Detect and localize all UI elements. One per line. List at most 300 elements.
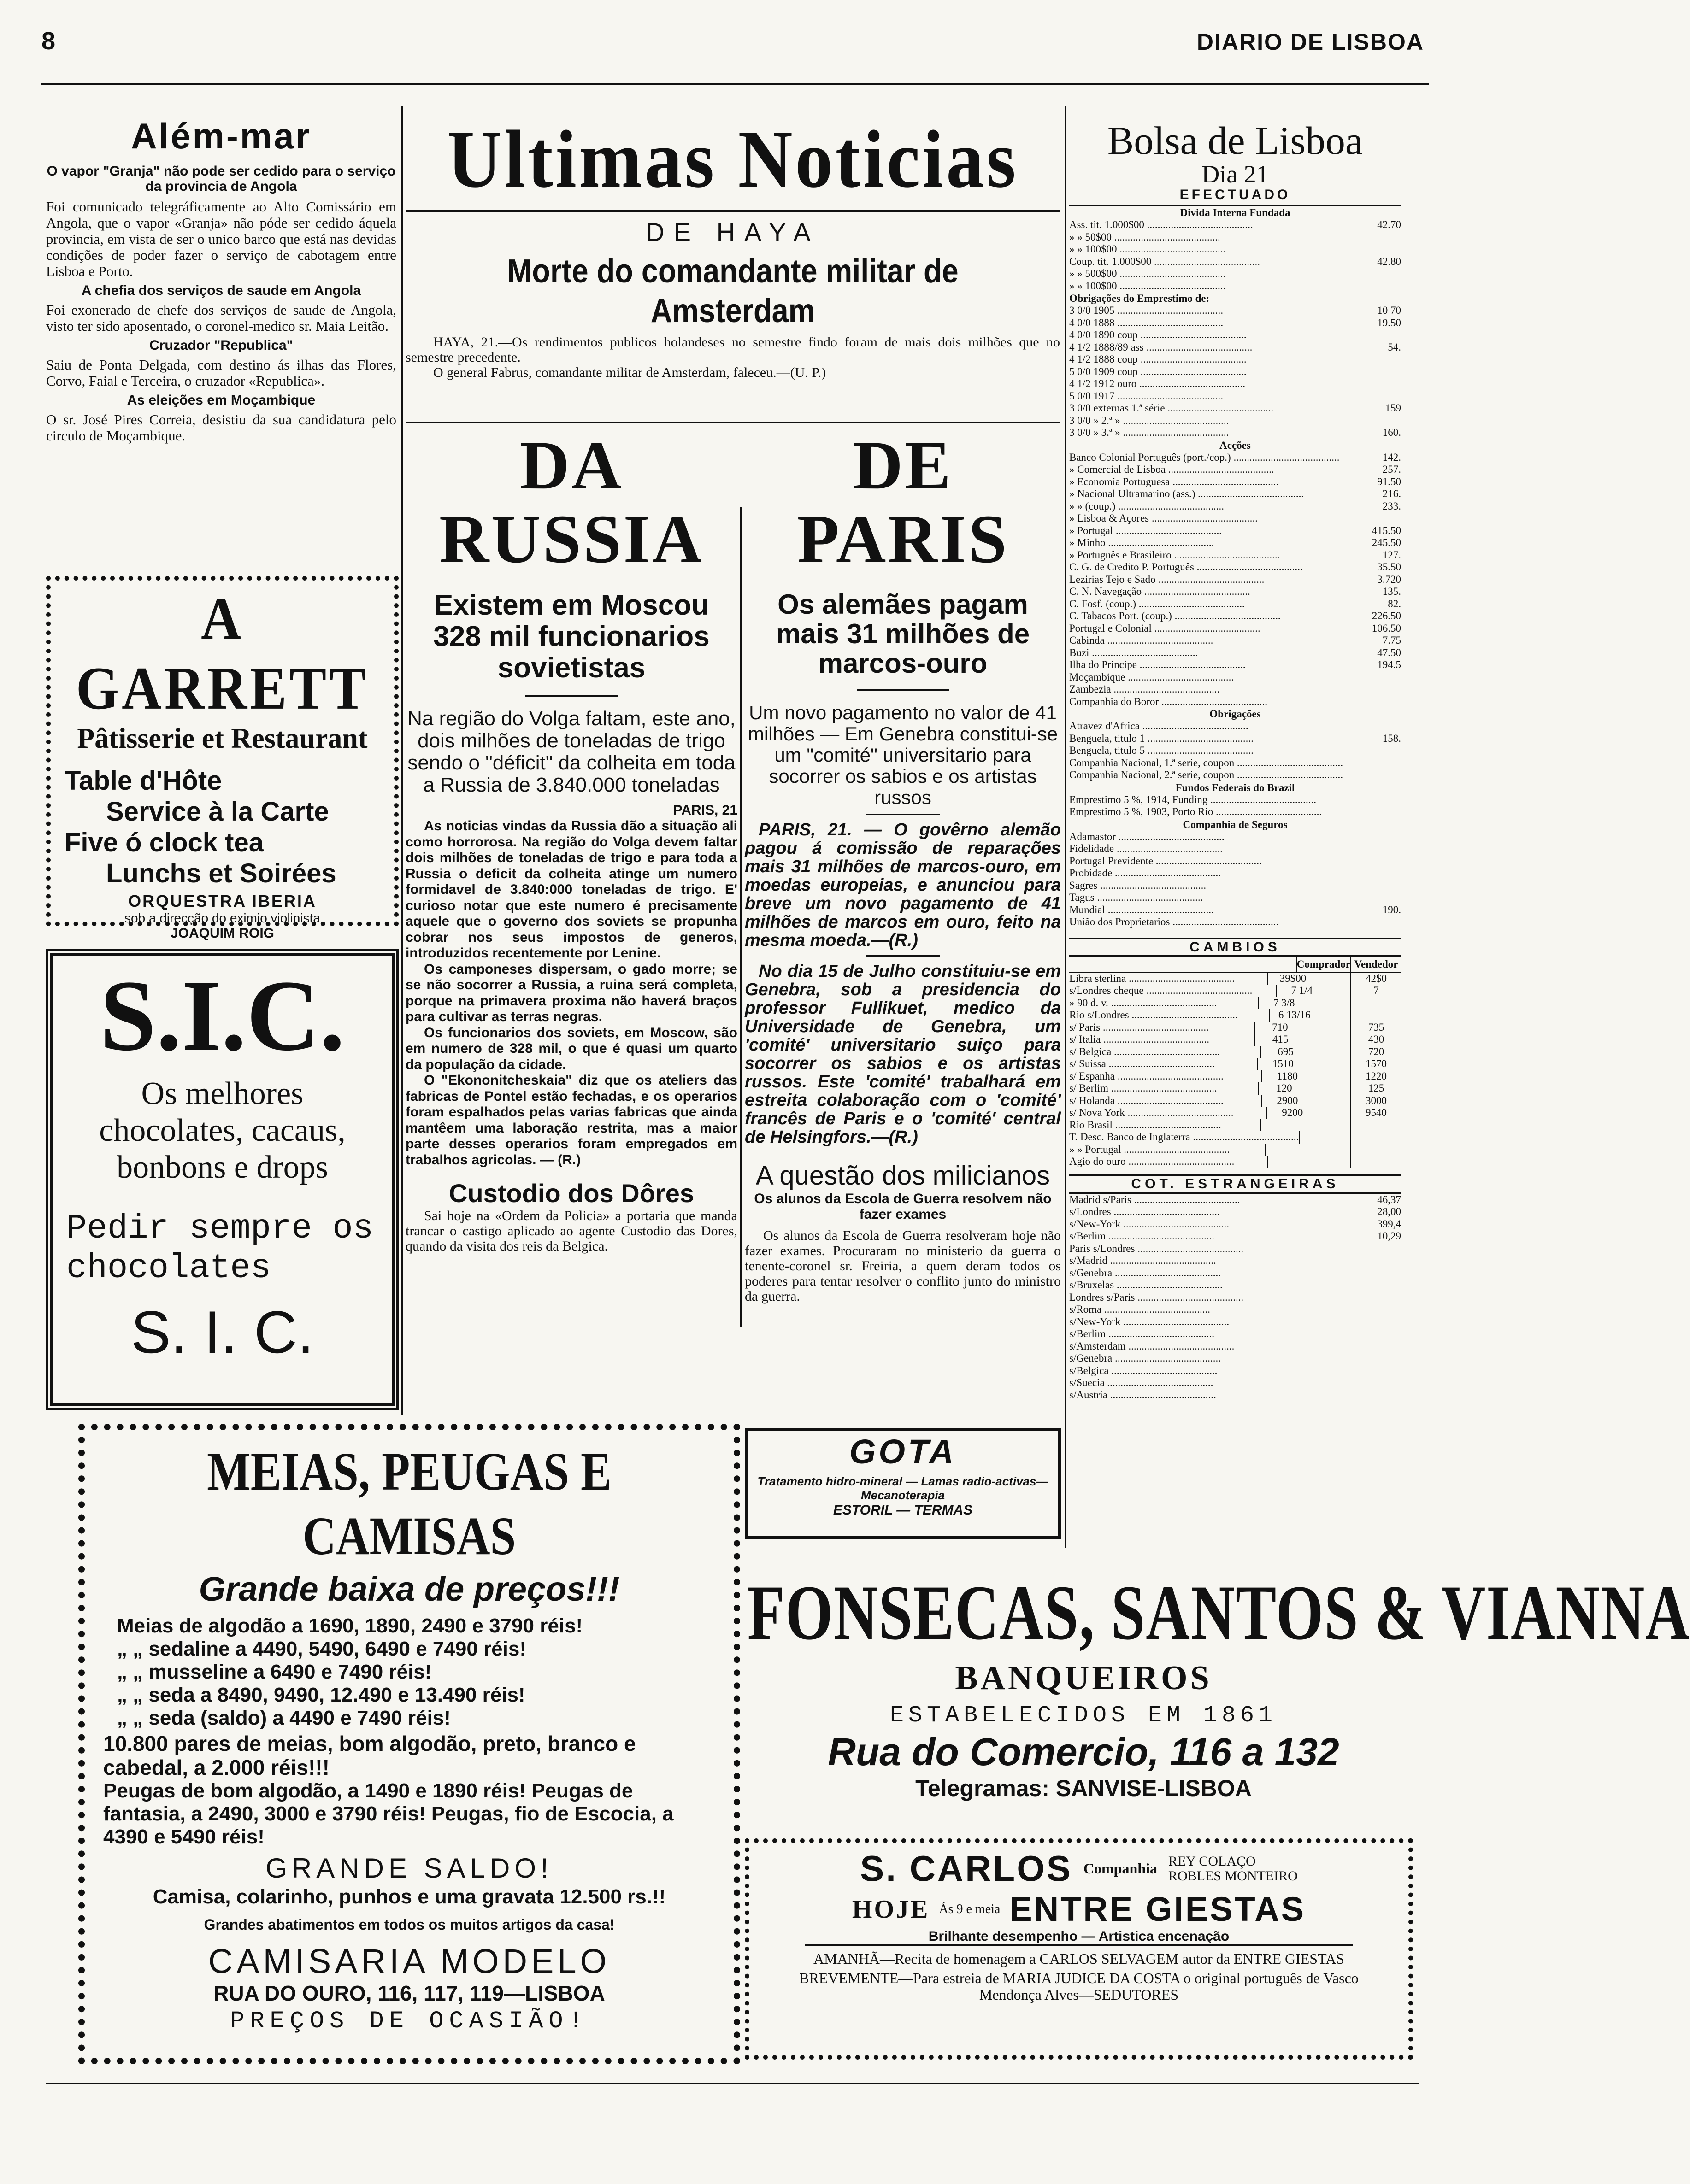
cot-row-label: s/Berlim ........................................: [1069, 1230, 1214, 1242]
dateline: PARIS, 21: [673, 803, 737, 818]
article-text: As noticias vindas da Russia dão a situação ali como horrorosa. Na região do Volga devem faltar dois milhões de toneladas de trigo e para toda a Russia o deficit da colheita atinge um numero formidavel de 3.840:000 toneladas de trigo. E' curioso notar que este numero é precisamente aquele que o governo dos soviets se propunha cobrar nos seus impostos de generos, introduzidos recentemente por Lenine.: [406, 818, 737, 961]
cot-row: [1069, 1389, 1401, 1402]
bolsa-row-value: [1346, 280, 1401, 293]
cambios-row-value: 735: [1350, 1022, 1401, 1034]
bolsa-row: [1069, 353, 1401, 366]
garrett-line: Table d'Hôte: [65, 766, 222, 796]
cot-row-value: 399,4: [1377, 1218, 1401, 1230]
bolsa-row-value: 245.50: [1372, 537, 1401, 548]
bolsa-row-label: Companhia Nacional, 1.ª serie, coupon ........................................: [1069, 757, 1343, 769]
bolsa-row-value: 3.720: [1377, 573, 1401, 585]
theatre-desc: Brilhante desempenho — Artistica encenação: [805, 1929, 1353, 1946]
bolsa-row-value: [1346, 329, 1401, 341]
bolsa-row: [1069, 904, 1401, 916]
bolsa-row-label: C. G. de Credito P. Português ........................................: [1069, 561, 1303, 573]
cambios-row-label: s/ Nova York ........................................: [1069, 1107, 1234, 1118]
cot-row-label: s/Austria ........................................: [1069, 1389, 1216, 1401]
cot-row: [1069, 1218, 1401, 1231]
bolsa-row-value: [1346, 243, 1401, 256]
cot-row-label: Paris s/Londres ........................................: [1069, 1242, 1244, 1254]
bolsa-row-value: [1346, 366, 1401, 378]
paris-subhead: Os alemães pagam mais 31 milhões de marcos-ouro: [776, 589, 1030, 679]
cot-row: [1069, 1340, 1401, 1353]
footer-rule: [46, 2083, 1419, 2084]
bolsa-row-label: Companhia Nacional, 2.ª serie, coupon ........................................: [1069, 769, 1343, 781]
cambios-row-value: 1570: [1350, 1058, 1401, 1070]
cambios-row-value: 1180: [1261, 1070, 1312, 1083]
cambios-row-value: 1510: [1257, 1058, 1308, 1070]
meias-line: 10.800 pares de meias, bom algodão, preto, branco e cabedal, a 2.000 réis!!!: [103, 1732, 636, 1779]
cambios-row: [1069, 973, 1401, 985]
garrett-line: Service à la Carte: [106, 797, 329, 827]
gota-title: GOTA: [849, 1433, 957, 1471]
cambios-row-label: » 90 d. v. ........................................: [1069, 997, 1217, 1009]
cambios-row-value: [1350, 1131, 1401, 1144]
bolsa-row-label: » Nacional Ultramarino (ass.) ........................................: [1069, 488, 1304, 499]
bolsa-row-label: Adamastor ........................................: [1069, 830, 1225, 842]
cambios-row: [1069, 1095, 1401, 1107]
meias-line: Camisa, colarinho, punhos e uma gravata 12.500 rs.!!: [153, 1885, 666, 1908]
cot-row-label: s/Belgica ........................................: [1069, 1364, 1218, 1376]
cot-row: [1069, 1352, 1401, 1365]
bolsa-row: [1069, 464, 1401, 476]
bolsa-row-label: 4 1/2 1912 ouro ........................................: [1069, 378, 1246, 389]
cambios-row: [1069, 1070, 1401, 1083]
cot-row: [1069, 1316, 1401, 1328]
cot-row-label: s/Bruxelas ........................................: [1069, 1279, 1223, 1291]
article-text: Foi exonerado de chefe dos serviços de saude de Angola, visto ter sido aposentado, o coronel-medico sr. Maia Leitão.: [46, 302, 396, 334]
cot-row-value: [1346, 1377, 1401, 1389]
bolsa-de-lisboa: [1069, 120, 1401, 1401]
bolsa-row-label: Emprestimo 5 %, 1914, Funding ........................................: [1069, 793, 1317, 805]
article-text: Os camponeses dispersam, o gado morre; se se não socorrer a Russia, a ruina será completa, porque na primavera proxima não haverá braços para cultivar as terras negras.: [406, 961, 737, 1024]
cambios-row-value: [1350, 1119, 1401, 1132]
bolsa-row: [1069, 696, 1401, 708]
bolsa-row-label: 3 0/0 1905 ........................................: [1069, 305, 1224, 316]
cot-row-value: [1346, 1352, 1401, 1365]
bolsa-row-value: 54.: [1388, 341, 1401, 353]
cambios-row-label: Libra sterlina ........................................: [1069, 972, 1235, 984]
bolsa-row-label: União dos Proprietarios ........................................: [1069, 916, 1279, 928]
garrett-violinist: JOAQUIM ROIG: [170, 926, 274, 941]
column-divider: [1065, 106, 1066, 1548]
company-member: ROBLES MONTEIRO: [1168, 1868, 1298, 1884]
bolsa-row-value: 194.5: [1377, 659, 1401, 670]
bolsa-row: [1069, 488, 1401, 500]
cambios-row: [1069, 1033, 1401, 1046]
article-text: Foi comunicado telegráficamente ao Alto Comissário em Angola, que o vapor «Granja» não póde ser cedido áquela provincia, em vista de ser o unico barco que está nas devidas condições de poder fazer o serviço de cabotagem entre Lisboa e Porto.: [46, 199, 396, 279]
cambios-row-label: Rio Brasil ........................................: [1069, 1119, 1221, 1131]
article-text: No dia 15 de Julho constituiu-se em Genebra, sob a presidencia do professor Fullikuet, medico da Universidade de Genebra, um 'comité' universitario suiço para socorrer os sabios e os artistas russos. Este 'comité' trabalhará em estreita colaboração com o 'comité' francês de Paris e o 'comité' central de Helsingfors.—(R.): [745, 962, 1061, 1147]
bolsa-row: [1069, 671, 1401, 684]
meias-line: Meias de algodão a 1690, 1890, 2490 e 3790 réis!: [117, 1615, 583, 1637]
cot-row-value: [1346, 1279, 1401, 1292]
cambios-title: CAMBIOS: [1069, 938, 1401, 957]
article-text: Os funcionarios dos soviets, em Moscow, são em numero de 328 mil, o que é quasi um quarto da população da cidade.: [406, 1025, 737, 1072]
cambios-row-value: [1350, 1144, 1401, 1156]
bolsa-row-value: [1346, 683, 1401, 696]
cambios-row-value: [1265, 1144, 1315, 1156]
theatre-time: Ás 9 e meia: [939, 1902, 1001, 1916]
bolsa-row-value: 216.: [1382, 488, 1401, 499]
theatre-line: AMANHÃ—Recita de homenagem a CARLOS SELVAGEM autor da ENTRE GIESTAS: [813, 1950, 1344, 1967]
cot-row-value: [1346, 1255, 1401, 1267]
cambios-row-value: 710: [1254, 1022, 1305, 1034]
bolsa-row: [1069, 280, 1401, 293]
sic-line: bonbons e drops: [117, 1150, 328, 1185]
bolsa-row: [1069, 219, 1401, 231]
bolsa-row-label: 3 0/0 » 3.ª » ........................................: [1069, 427, 1229, 438]
cambios-row: [1069, 1131, 1401, 1144]
article-text: O "Ekononitcheskaia" diz que os ateliers das fabricas de Pontel estão fechadas, e os operarios foram espalhados pelas varias fabricas que ainda mantêem uma laboração restrita, mas a maior parte desses operarios foram empregados em trabalhos agricolas. — (R.): [406, 1073, 737, 1168]
bolsa-row-value: [1346, 745, 1401, 757]
cot-row: [1069, 1243, 1401, 1255]
bolsa-row-value: [1346, 696, 1401, 708]
russia-headline: DA RUSSIA: [439, 427, 704, 577]
section-title: Além-mar: [131, 116, 312, 156]
cot-row-label: s/Suecia ........................................: [1069, 1377, 1213, 1388]
bolsa-row: [1069, 647, 1401, 659]
bolsa-section: Fundos Federais do Brazil: [1175, 781, 1295, 793]
garrett-director: sob a direcção do eximio violinista: [124, 911, 320, 925]
cot-row-label: s/New-York ........................................: [1069, 1218, 1230, 1230]
sic-line: Os melhores: [141, 1076, 304, 1111]
bolsa-row: [1069, 867, 1401, 880]
bolsa-row: [1069, 634, 1401, 647]
russia-deck: Na região do Volga faltam, este ano, dois milhões de toneladas de trigo sendo o "déficit" da colheita em toda a Russia de 3.840.000 toneladas: [407, 707, 736, 796]
cot-row-label: s/Genebra ........................................: [1069, 1267, 1221, 1279]
cambios-row-label: s/ Espanha ........................................: [1069, 1070, 1224, 1082]
bolsa-row: [1069, 366, 1401, 378]
cot-row-value: 46,37: [1377, 1193, 1401, 1205]
bolsa-row-value: [1346, 231, 1401, 244]
column-divider: [401, 106, 403, 1415]
fonsecas-line: ESTABELECIDOS EM 1861: [889, 1703, 1278, 1729]
bolsa-row-label: Tagus ........................................: [1069, 892, 1203, 903]
bolsa-row-label: Portugal e Colonial ........................................: [1069, 622, 1260, 634]
page-number: 8: [41, 27, 56, 55]
bolsa-row-label: Buzi ........................................: [1069, 646, 1198, 658]
bolsa-row-label: » Economia Portuguesa ........................................: [1069, 476, 1279, 487]
bolsa-row-label: Moçambique ........................................: [1069, 671, 1234, 683]
bolsa-row: [1069, 390, 1401, 403]
bolsa-row-value: [1346, 831, 1401, 843]
cot-title: COT. ESTRANGEIRAS: [1069, 1174, 1401, 1194]
bolsa-row: [1069, 427, 1401, 439]
article-text: Sai hoje na «Ordem da Policia» a portaria que manda trancar o castigo aplicado ao agente Custodio das Dores, quando da visita dos reis da Belgica.: [406, 1208, 737, 1254]
cambios-row-value: 1220: [1350, 1070, 1401, 1083]
scarlos-advertisement: [745, 1838, 1413, 2060]
bolsa-row: [1069, 341, 1401, 354]
cambios-buyer-header: Comprador: [1296, 957, 1350, 972]
cot-row: [1069, 1292, 1401, 1304]
gota-line: ESTORIL — TERMAS: [833, 1503, 973, 1518]
cambios-row-label: s/ Holanda ........................................: [1069, 1094, 1224, 1106]
cot-row: [1069, 1267, 1401, 1280]
bolsa-row-label: Banco Colonial Português (port./cop.) ........................................: [1069, 451, 1340, 463]
bolsa-row-value: [1346, 512, 1401, 525]
cambios-row: [1069, 1082, 1401, 1095]
cambios-row: [1069, 1107, 1401, 1119]
cambios-row-label: s/ Italia ........................................: [1069, 1033, 1210, 1045]
bolsa-row: [1069, 806, 1401, 818]
bolsa-row-value: 233.: [1382, 500, 1401, 512]
bolsa-section: Obrigações do Emprestimo de:: [1069, 293, 1210, 304]
bolsa-row: [1069, 659, 1401, 671]
cot-row-label: s/Amsterdam ........................................: [1069, 1340, 1235, 1352]
cambios-row-value: [1299, 1131, 1350, 1144]
bolsa-row-value: [1346, 757, 1401, 769]
cot-row-label: s/Londres ........................................: [1069, 1206, 1220, 1217]
cambios-row-value: 9540: [1350, 1107, 1401, 1119]
bolsa-row-label: 4 1/2 1888 coup ........................................: [1069, 353, 1247, 365]
cambios-row-value: 125: [1350, 1082, 1401, 1095]
garrett-line: Lunchs et Soirées: [106, 858, 336, 888]
meias-line: „ „ seda (saldo) a 4490 e 7490 réis!: [117, 1707, 451, 1729]
bolsa-row-value: 10 70: [1377, 305, 1401, 316]
garrett-subtitle: Pâtisserie et Restaurant: [77, 723, 368, 754]
bolsa-row-label: Emprestimo 5 %, 1903, Porto Rio ........................................: [1069, 806, 1322, 817]
cot-row-value: [1346, 1389, 1401, 1402]
cambios-seller-header: Vendedor: [1350, 957, 1401, 972]
company-member: REY COLAÇO: [1168, 1853, 1256, 1869]
cot-row-value: [1346, 1316, 1401, 1328]
bolsa-row-label: » » 50$00 ........................................: [1069, 231, 1220, 243]
bolsa-row: [1069, 880, 1401, 892]
bolsa-row: [1069, 586, 1401, 598]
bolsa-row-label: Coup. tit. 1.000$00 ........................................: [1069, 255, 1260, 267]
cambios-row-label: s/ Suissa ........................................: [1069, 1058, 1215, 1069]
bolsa-row-label: » Lisboa & Açores ........................................: [1069, 512, 1258, 524]
paris-deck: Um novo pagamento no valor de 41 milhões — Em Genebra constitui-se um "comité" universitario para socorrer os sabios e os artistas russos: [748, 702, 1058, 808]
cambios-row-label: s/ Paris ........................................: [1069, 1021, 1209, 1033]
bolsa-row-label: » » 500$00 ........................................: [1069, 268, 1226, 279]
cambios-row-value: 7: [1350, 985, 1401, 997]
cambios-row-value: 415: [1254, 1033, 1305, 1046]
bolsa-row: [1069, 855, 1401, 868]
bolsa-row-label: Zambezia ........................................: [1069, 683, 1220, 695]
cambios-row-value: 3000: [1350, 1095, 1401, 1107]
bolsa-row-value: [1346, 855, 1401, 868]
theatre-line: BREVEMENTE—Para estreia de MARIA JUDICE DA COSTA o original português de Vasco Mendonça Alves—SEDUTORES: [799, 1970, 1359, 2003]
bolsa-row-value: 42.70: [1377, 219, 1401, 230]
bolsa-row: [1069, 452, 1401, 464]
cambios-row: [1069, 1119, 1401, 1132]
bolsa-row-value: 127.: [1382, 549, 1401, 561]
bolsa-row-value: [1346, 880, 1401, 892]
cambios-row: [1069, 1022, 1401, 1034]
bolsa-row-label: Cabinda ........................................: [1069, 634, 1213, 646]
bolsa-row: [1069, 610, 1401, 622]
meias-title: MEIAS, PEUGAS E CAMISAS: [207, 1441, 612, 1566]
bolsa-row-label: Fidelidade ........................................: [1069, 843, 1223, 854]
fonsecas-advertisement: [745, 1567, 1690, 1802]
paris-article: [745, 429, 1061, 1304]
bolsa-row-value: [1346, 390, 1401, 403]
cot-row-value: [1346, 1267, 1401, 1280]
bolsa-row-label: Benguela, titulo 1 ........................................: [1069, 732, 1254, 744]
bolsa-row-value: [1346, 671, 1401, 684]
fonsecas-address: Rua do Comercio, 116 a 132: [828, 1730, 1339, 1773]
cambios-row: [1069, 1009, 1401, 1022]
cambios-row-label: s/ Belgica ........................................: [1069, 1045, 1220, 1057]
bolsa-row: [1069, 525, 1401, 537]
meias-line: „ „ seda a 8490, 9490, 12.490 e 13.490 réis!: [117, 1684, 525, 1706]
meias-line: Grandes abatimentos em todos os muitos artigos da casa!: [204, 1916, 615, 1933]
bolsa-row: [1069, 757, 1401, 769]
haya-headline: Morte do comandante militar de Amsterdam: [507, 253, 959, 329]
cambios-row-value: 39$00: [1267, 973, 1318, 985]
cot-row-value: 10,29: [1377, 1230, 1401, 1242]
bolsa-row-label: Portugal Previdente ........................................: [1069, 855, 1262, 867]
cot-row-label: s/Berlim ........................................: [1069, 1328, 1214, 1339]
bolsa-row-value: 160.: [1382, 427, 1401, 438]
sic-logo: S. I. C.: [130, 1298, 314, 1366]
cot-row: [1069, 1303, 1401, 1316]
russia-article: [406, 429, 737, 1254]
cambios-row-value: [1350, 1156, 1401, 1168]
cambios-row-value: 7 1/4: [1276, 985, 1327, 997]
cambios-row: [1069, 1156, 1401, 1168]
gota-advertisement: [745, 1428, 1061, 1539]
fonsecas-line: Telegramas: SANVISE-LISBOA: [915, 1775, 1252, 1801]
cot-row-label: s/Roma ........................................: [1069, 1303, 1211, 1315]
milicianos-deck: Os alunos da Escola de Guerra resolvem não fazer exames: [754, 1191, 1052, 1222]
bolsa-row-label: Sagres ........................................: [1069, 879, 1207, 891]
cambios-row-value: 120: [1258, 1082, 1309, 1095]
cot-row-value: [1346, 1243, 1401, 1255]
bolsa-row-value: [1346, 843, 1401, 855]
cambios-row-value: [1260, 1119, 1311, 1132]
bolsa-row: [1069, 231, 1401, 244]
cambios-row-label: T. Desc. Banco de Inglaterra ........................................: [1069, 1131, 1299, 1143]
headline: A chefia dos serviços de saude em Angola: [81, 283, 361, 298]
sic-line: chocolates, cacaus,: [99, 1113, 346, 1148]
cot-row-value: [1346, 1328, 1401, 1340]
bolsa-row-value: 19.50: [1377, 317, 1401, 329]
sic-line: Pedir sempre os: [66, 1209, 374, 1248]
bolsa-row-label: 5 0/0 1917 ........................................: [1069, 390, 1224, 402]
cambios-row-value: 6 13/16: [1269, 1009, 1319, 1022]
bolsa-row: [1069, 892, 1401, 904]
cot-row: [1069, 1230, 1401, 1243]
bolsa-row-value: 257.: [1382, 464, 1401, 475]
cot-row-label: Londres s/Paris ........................................: [1069, 1291, 1244, 1303]
bolsa-section: Obrigações: [1209, 708, 1261, 720]
bolsa-row-label: C. Fosf. (coup.) ........................................: [1069, 598, 1245, 610]
cot-row: [1069, 1206, 1401, 1218]
cot-row-value: [1346, 1340, 1401, 1353]
cambios-row-value: 720: [1350, 1046, 1401, 1058]
bolsa-row-value: 135.: [1382, 586, 1401, 597]
divider: [406, 422, 1060, 423]
cot-row: [1069, 1194, 1401, 1206]
meias-line: GRANDE SALDO!: [265, 1853, 553, 1884]
bolsa-row: [1069, 305, 1401, 317]
bolsa-row-label: » » 100$00 ........................................: [1069, 243, 1226, 255]
bolsa-row: [1069, 500, 1401, 513]
cot-row-value: [1346, 1292, 1401, 1304]
bolsa-row: [1069, 745, 1401, 757]
bolsa-row-label: 3 0/0 externas 1.ª série ........................................: [1069, 402, 1274, 414]
bolsa-row-value: [1346, 806, 1401, 818]
header-rule: [41, 83, 1429, 85]
cambios-row-value: 9200: [1266, 1107, 1317, 1119]
bolsa-row: [1069, 794, 1401, 806]
cot-row: [1069, 1365, 1401, 1377]
bolsa-row: [1069, 831, 1401, 843]
bolsa-row-value: [1346, 794, 1401, 806]
headline: Cruzador "Republica": [149, 338, 293, 353]
cot-row-value: [1346, 1303, 1401, 1316]
cambios-row: [1069, 1058, 1401, 1070]
meias-line: „ „ musseline a 6490 e 7490 réis!: [117, 1661, 432, 1683]
custodio-headline: Custodio dos Dôres: [448, 1179, 695, 1208]
cot-row: [1069, 1328, 1401, 1340]
meias-line: PREÇOS DE OCASIÃO!: [230, 2008, 589, 2035]
bolsa-row-label: » Minho ........................................: [1069, 537, 1214, 548]
cambios-row-value: [1350, 1009, 1401, 1022]
cambios-row: [1069, 997, 1401, 1010]
paris-headline: DE PARIS: [797, 427, 1009, 577]
bolsa-row: [1069, 378, 1401, 390]
cambios-row-label: » » Portugal ........................................: [1069, 1143, 1230, 1155]
cot-row: [1069, 1255, 1401, 1267]
bolsa-row: [1069, 476, 1401, 488]
bolsa-row-label: » Português e Brasileiro ........................................: [1069, 549, 1280, 561]
bolsa-row: [1069, 916, 1401, 928]
bolsa-row: [1069, 415, 1401, 427]
cambios-row-value: 430: [1350, 1033, 1401, 1046]
cambios-row-label: s/Londres cheque ........................................: [1069, 985, 1253, 996]
bolsa-row-label: » » 100$00 ........................................: [1069, 280, 1226, 292]
cambios-row-label: s/ Berlim ........................................: [1069, 1082, 1217, 1094]
bolsa-row: [1069, 402, 1401, 415]
bolsa-row: [1069, 317, 1401, 329]
cambios-row-value: [1350, 997, 1401, 1010]
cot-row-label: s/New-York ........................................: [1069, 1315, 1230, 1327]
bolsa-row: [1069, 843, 1401, 855]
bolsa-row-value: [1346, 769, 1401, 781]
bolsa-section: Companhia de Seguros: [1183, 818, 1288, 830]
cambios-row-value: 7 3/8: [1258, 997, 1309, 1010]
cambios-row-label: Rio s/Londres ........................................: [1069, 1009, 1238, 1021]
bolsa-row: [1069, 622, 1401, 635]
bolsa-row-label: Ass. tit. 1.000$00 ........................................: [1069, 219, 1253, 230]
bolsa-row: [1069, 537, 1401, 549]
meias-advertisement: [78, 1424, 740, 2064]
column-divider: [740, 507, 742, 1327]
bolsa-section: Acções: [1219, 439, 1251, 451]
bolsa-row-label: Atravez d'Africa ........................................: [1069, 720, 1248, 732]
meias-line: „ „ sedaline a 4490, 5490, 6490 e 7490 réis!: [117, 1638, 526, 1660]
bolsa-row: [1069, 733, 1401, 745]
bolsa-row-value: 159: [1385, 402, 1401, 414]
bolsa-row: [1069, 549, 1401, 562]
headline: As eleições em Moçambique: [127, 393, 316, 408]
alem-mar-section: [46, 115, 396, 444]
cot-row-value: [1346, 1365, 1401, 1377]
meias-line: Peugas de bom algodão, a 1490 e 1890 réis! Peugas de fantasia, a 2490, 3000 e 3790 réis! Peugas, fio de Escocia, a 4390 e 5490 réis!: [103, 1779, 674, 1848]
ultimas-noticias: [406, 111, 1060, 380]
haya-section: DE HAYA: [646, 217, 820, 247]
bolsa-row-value: 415.50: [1372, 524, 1401, 536]
bolsa-row-value: [1346, 867, 1401, 880]
play-title: ENTRE GIESTAS: [1009, 1890, 1306, 1928]
bolsa-row-label: 4 1/2 1888/89 ass ........................................: [1069, 341, 1253, 353]
bolsa-row-value: 91.50: [1377, 476, 1401, 487]
garrett-orchestra: ORQUESTRA IBERIA: [128, 892, 317, 910]
